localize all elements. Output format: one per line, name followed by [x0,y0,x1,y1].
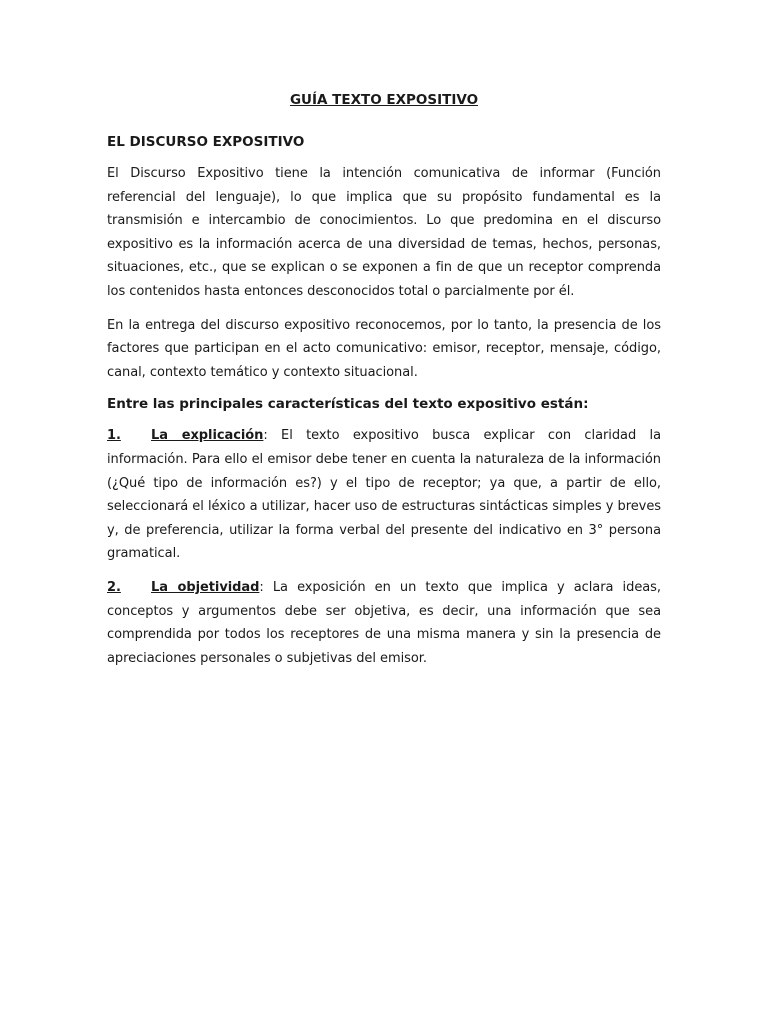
paragraph-intro: El Discurso Expositivo tiene la intención comunicativa de informar (Función referencial del lenguaje), lo que implica que su propósito fundamental es la transmisión e intercambio de conocimientos. Lo que predomina en el discurso expositivo es la información acerca de una diversidad de temas, hechos, personas, situaciones, etc., que se explican o se exponen a fin de que un receptor comprenda los contenidos hasta entonces desconocidos total o parcialmente por él. [107,166,661,299]
list-heading: Entre las principales características del texto expositivo están: [107,396,589,413]
list-item [107,576,661,670]
list-item-number: 1. [107,428,121,444]
document-title: GUÍA TEXTO EXPOSITIVO [289,92,479,108]
list-item-term: La objetividad [151,579,260,595]
section-heading: EL DISCURSO EXPOSITIVO [107,134,305,150]
list-item [107,424,661,566]
list-item-term: La explicación [151,428,264,444]
paragraph-factors: En la entrega del discurso expositivo reconocemos, por lo tanto, la presencia de los factores que participan en el acto comunicativo: emisor, receptor, mensaje, código, canal, contexto temático y contexto situacional. [107,317,661,380]
list-item-text: : La exposición en un texto que implica y aclara ideas, conceptos y argumentos debe ser objetiva, es decir, una información que sea comprendida por todos los receptores de una misma manera y sin la presencia de apreciaciones personales o subjetivas del emisor. [107,579,661,666]
list-item-number: 2. [107,579,121,595]
list-item-text: : El texto expositivo busca explicar con claridad la información. Para ello el emisor debe tener en cuenta la naturaleza de la información (¿Qué tipo de información es?) y el tipo de receptor; ya que, a partir de ello, seleccionará el léxico a utilizar, hacer uso de estructuras sintácticas simples y breves y, de preferencia, utilizar la forma verbal del presente del indicativo en 3° persona gramatical. [107,428,661,562]
document-page [107,90,661,680]
